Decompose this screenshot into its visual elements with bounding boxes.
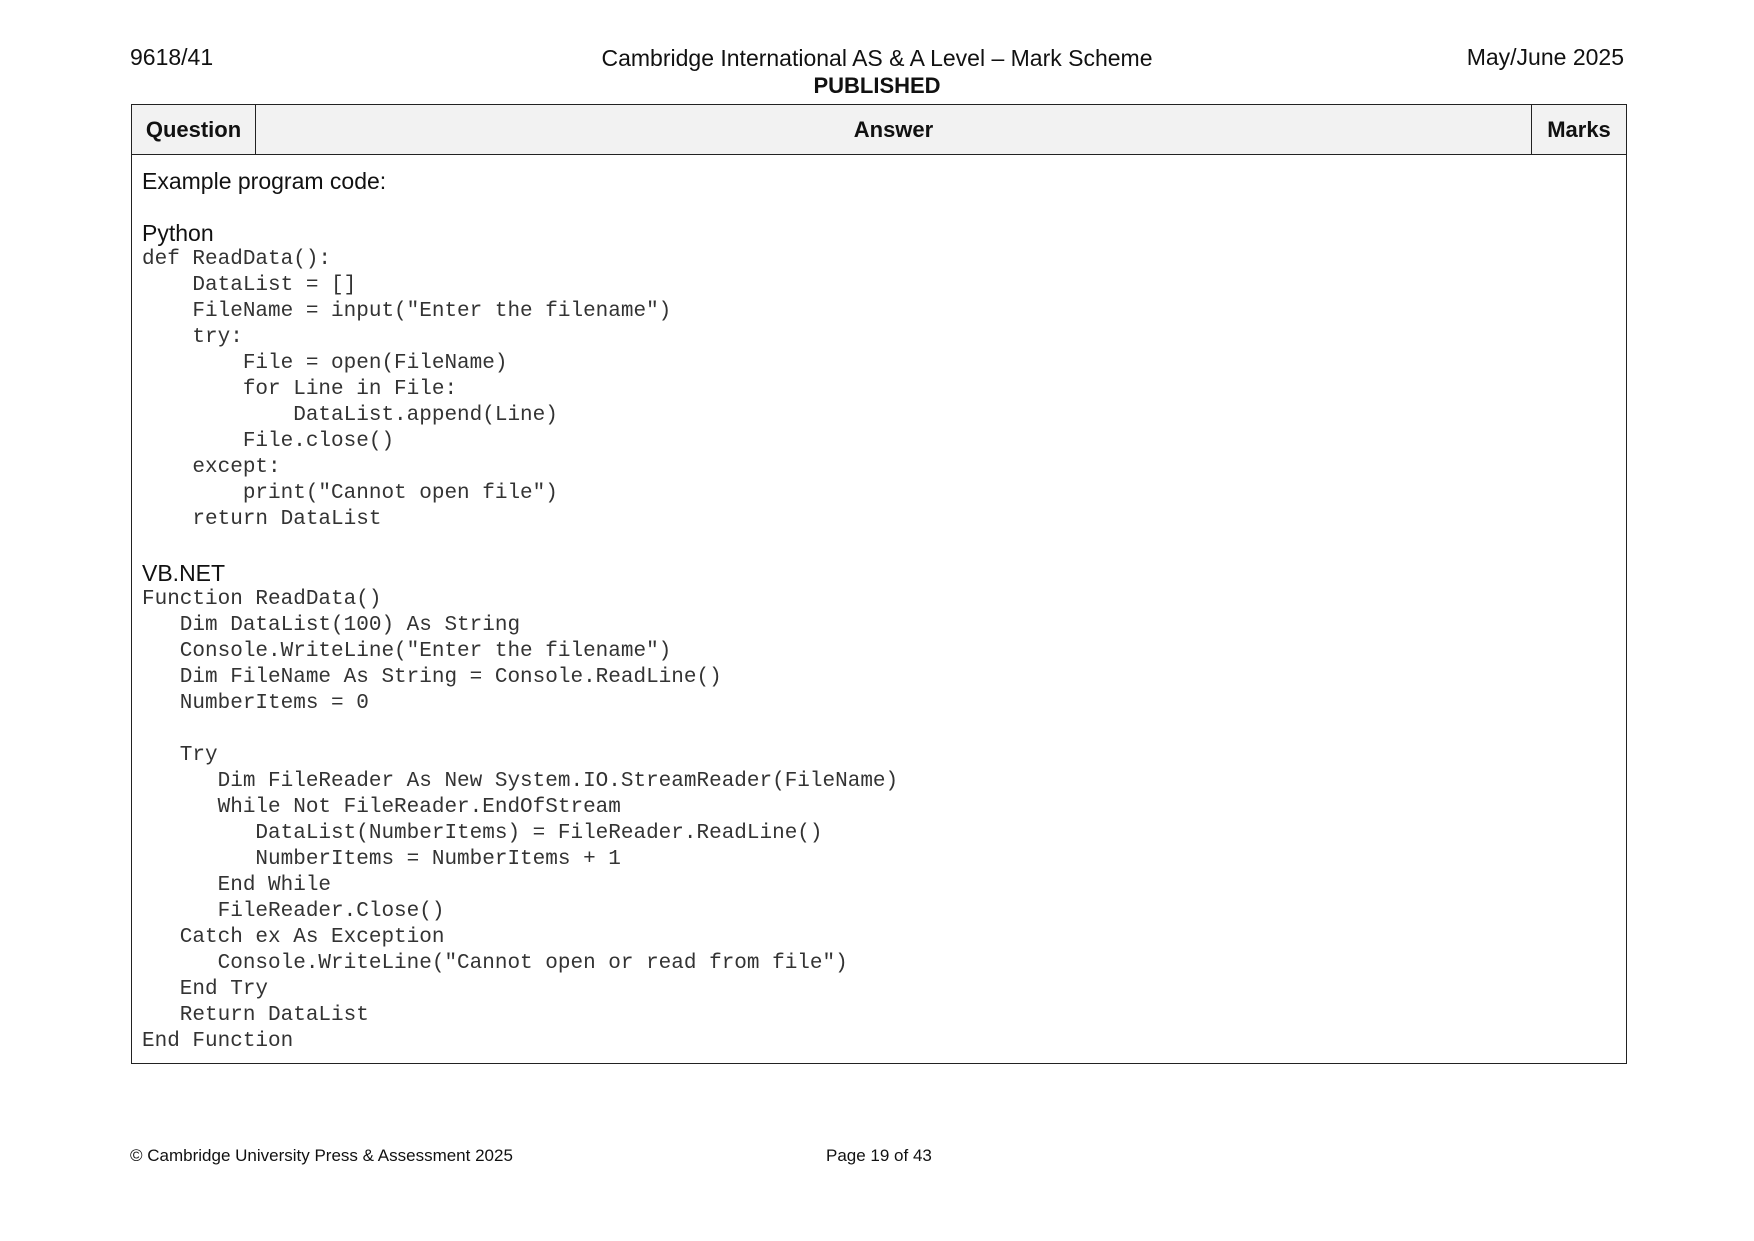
published-label: PUBLISHED bbox=[813, 73, 941, 98]
vbnet-code-block: Function ReadData() Dim DataList(100) As String Console.WriteLine("Enter the filename") Dim FileName As String = Console.ReadLine() NumberItems = 0 Try Dim FileReader As New System.IO.StreamReader(FileName) While Not FileReader.EndOfStream DataList(NumberItems) = FileReader.ReadLine() NumberItems = NumberItems + 1 End While FileReader.Close() Catch ex As Exception Console.WriteLine("Cannot open or read from file") End Try Return DataList End Function bbox=[142, 588, 899, 1053]
spacer bbox=[142, 533, 1616, 559]
copyright-notice: © Cambridge University Press & Assessment 2025 bbox=[130, 1146, 513, 1165]
column-header-marks: Marks bbox=[1547, 116, 1611, 142]
python-code-block: def ReadData(): DataList = [] FileName = input("Enter the filename") try: File = open(FileName) for Line in File: DataList.append(Line) File.close() except: print("Cannot open file") return DataList bbox=[142, 248, 672, 531]
column-header-answer: Answer bbox=[256, 105, 1532, 154]
document-title: Cambridge International AS & A Level – Mark Scheme bbox=[601, 45, 1153, 71]
intro-text: Example program code: bbox=[142, 168, 387, 194]
answer-cell bbox=[132, 155, 1626, 1067]
table-header bbox=[132, 105, 1626, 155]
column-header-question: Question bbox=[132, 105, 256, 154]
vbnet-label: VB.NET bbox=[142, 560, 226, 586]
page-number: Page 19 of 43 bbox=[826, 1146, 932, 1165]
mark-scheme-table bbox=[131, 104, 1627, 1064]
exam-session: May/June 2025 bbox=[1466, 44, 1624, 70]
paper-code: 9618/41 bbox=[130, 44, 214, 70]
python-label: Python bbox=[142, 220, 214, 246]
